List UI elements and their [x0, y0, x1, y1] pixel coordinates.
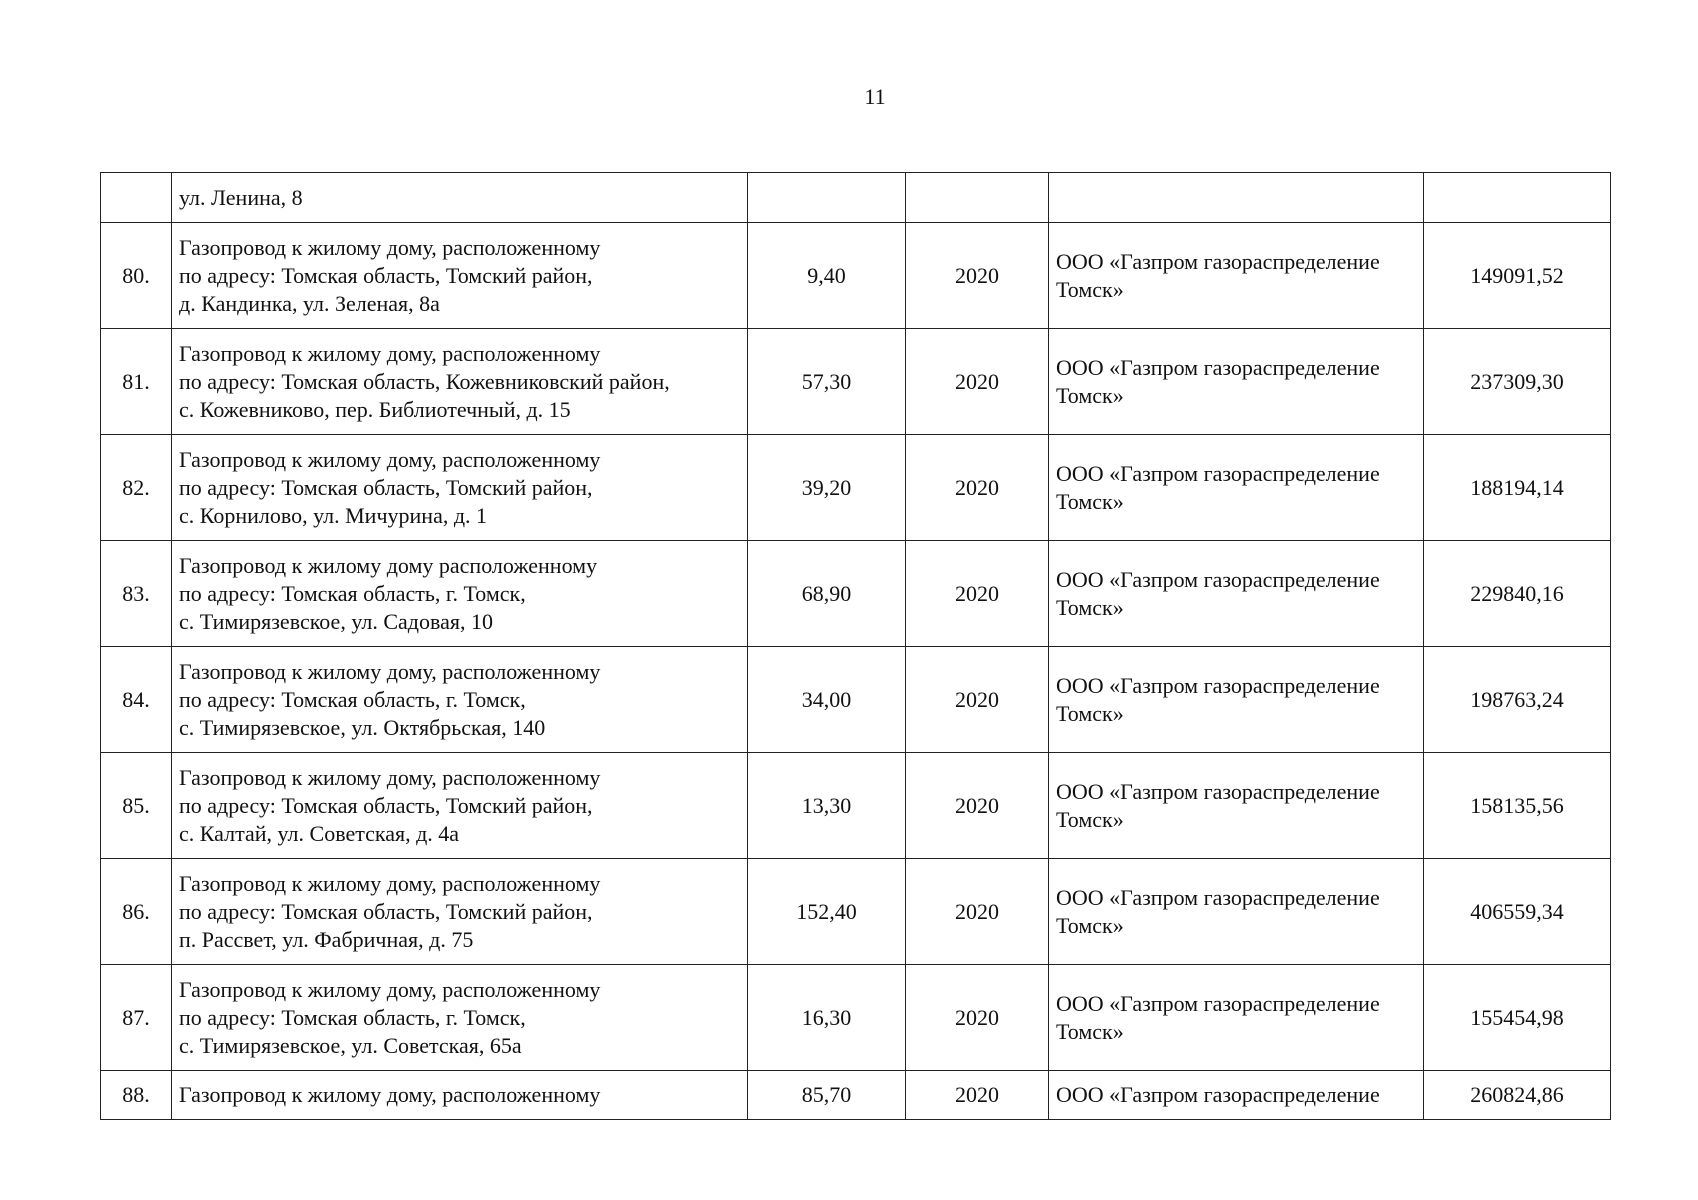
cost-cell: 155454,98: [1424, 965, 1611, 1071]
organization-line: Томск»: [1056, 700, 1124, 726]
object-name-line: Газопровод к жилому дому расположенному: [179, 552, 598, 578]
object-name-line: с. Калтай, ул. Советская, д. 4а: [179, 820, 460, 846]
year-cell: 2020: [906, 223, 1049, 329]
organization-cell: [1049, 965, 1424, 1071]
organization-line: Томск»: [1056, 806, 1124, 832]
row-number-cell: 80.: [101, 223, 172, 329]
length-cell: 34,00: [748, 647, 906, 753]
row-number-cell: 81.: [101, 329, 172, 435]
object-name-line: по адресу: Томская область, г. Томск,: [179, 1004, 526, 1030]
registry-table-body: [101, 173, 1611, 1120]
cost-cell: 188194,14: [1424, 435, 1611, 541]
object-name-line: Газопровод к жилому дому, расположенному: [179, 234, 601, 260]
length-cell: 16,30: [748, 965, 906, 1071]
year-cell: 2020: [906, 647, 1049, 753]
table-row: [101, 435, 1611, 541]
organization-cell: [1049, 753, 1424, 859]
object-name-line: Газопровод к жилому дому, расположенному: [179, 976, 601, 1002]
organization-line: ООО «Газпром газораспределение: [1056, 460, 1380, 486]
object-name-cell: [172, 435, 748, 541]
row-number-cell: 87.: [101, 965, 172, 1071]
object-name-line: Газопровод к жилому дому, расположенному: [179, 1082, 601, 1107]
row-number-cell: 84.: [101, 647, 172, 753]
organization-cell: [1049, 859, 1424, 965]
cost-cell: [1424, 173, 1611, 223]
object-name-cell: [172, 329, 748, 435]
cost-cell: 158135,56: [1424, 753, 1611, 859]
object-name-line: д. Кандинка, ул. Зеленая, 8а: [179, 290, 440, 316]
year-cell: 2020: [906, 541, 1049, 647]
object-name-cell: [172, 541, 748, 647]
object-name-line: по адресу: Томская область, Томский район,: [179, 792, 593, 818]
object-name-line: ул. Ленина, 8: [179, 184, 303, 210]
length-cell: 9,40: [748, 223, 906, 329]
object-name-line: с. Кожевниково, пер. Библиотечный, д. 15: [179, 396, 571, 422]
page-number: 11: [864, 84, 886, 109]
organization-line: ООО «Газпром газораспределение: [1056, 672, 1380, 698]
organization-line: ООО «Газпром газораспределение: [1056, 248, 1380, 274]
object-name-line: п. Рассвет, ул. Фабричная, д. 75: [179, 926, 474, 952]
object-name-cell: [172, 647, 748, 753]
year-cell: 2020: [906, 435, 1049, 541]
table-row: [101, 541, 1611, 647]
table-row: [101, 223, 1611, 329]
object-name-line: Газопровод к жилому дому, расположенному: [179, 340, 601, 366]
table-row: [101, 859, 1611, 965]
object-name-line: по адресу: Томская область, г. Томск,: [179, 686, 526, 712]
organization-line: ООО «Газпром газораспределение: [1056, 566, 1380, 592]
object-name-line: с. Тимирязевское, ул. Садовая, 10: [179, 608, 493, 634]
registry-table: [100, 172, 1611, 1120]
row-number-cell: 85.: [101, 753, 172, 859]
organization-line: Томск»: [1056, 594, 1124, 620]
object-name-line: по адресу: Томская область, г. Томск,: [179, 580, 526, 606]
length-cell: 13,30: [748, 753, 906, 859]
organization-line: Томск»: [1056, 488, 1124, 514]
length-cell: 68,90: [748, 541, 906, 647]
object-name-line: по адресу: Томская область, Томский район,: [179, 474, 593, 500]
table-row: [101, 1071, 1611, 1120]
cost-cell: 406559,34: [1424, 859, 1611, 965]
table-row: [101, 329, 1611, 435]
object-name-line: Газопровод к жилому дому, расположенному: [179, 870, 601, 896]
object-name-line: Газопровод к жилому дому, расположенному: [179, 446, 601, 472]
object-name-cell: [172, 173, 748, 223]
length-cell: 85,70: [748, 1071, 906, 1120]
cost-cell: 198763,24: [1424, 647, 1611, 753]
organization-line: ООО «Газпром газораспределение: [1056, 1082, 1380, 1107]
organization-cell: [1049, 173, 1424, 223]
object-name-line: по адресу: Томская область, Кожевниковский район,: [179, 368, 670, 394]
row-number-cell: 82.: [101, 435, 172, 541]
table-row: [101, 753, 1611, 859]
organization-cell: [1049, 1071, 1424, 1120]
object-name-line: по адресу: Томская область, Томский район,: [179, 898, 593, 924]
row-number-cell: 88.: [101, 1071, 172, 1120]
object-name-cell: [172, 223, 748, 329]
object-name-line: с. Тимирязевское, ул. Октябрьская, 140: [179, 714, 546, 740]
organization-cell: [1049, 329, 1424, 435]
length-cell: 152,40: [748, 859, 906, 965]
organization-cell: [1049, 541, 1424, 647]
row-number-cell: 83.: [101, 541, 172, 647]
length-cell: [748, 173, 906, 223]
table-row: [101, 965, 1611, 1071]
object-name-line: по адресу: Томская область, Томский район,: [179, 262, 593, 288]
organization-cell: [1049, 647, 1424, 753]
year-cell: 2020: [906, 329, 1049, 435]
organization-cell: [1049, 223, 1424, 329]
organization-line: ООО «Газпром газораспределение: [1056, 778, 1380, 804]
year-cell: [906, 173, 1049, 223]
object-name-line: с. Тимирязевское, ул. Советская, 65а: [179, 1032, 522, 1058]
organization-line: ООО «Газпром газораспределение: [1056, 884, 1380, 910]
organization-cell: [1049, 435, 1424, 541]
organization-line: ООО «Газпром газораспределение: [1056, 990, 1380, 1016]
object-name-cell: [172, 1071, 748, 1120]
organization-line: ООО «Газпром газораспределение: [1056, 354, 1380, 380]
year-cell: 2020: [906, 753, 1049, 859]
row-number-cell: [101, 173, 172, 223]
object-name-line: Газопровод к жилому дому, расположенному: [179, 658, 601, 684]
row-number-cell: 86.: [101, 859, 172, 965]
length-cell: 57,30: [748, 329, 906, 435]
object-name-cell: [172, 753, 748, 859]
cost-cell: 229840,16: [1424, 541, 1611, 647]
cost-cell: 260824,86: [1424, 1071, 1611, 1120]
organization-line: Томск»: [1056, 912, 1124, 938]
object-name-line: с. Корнилово, ул. Мичурина, д. 1: [179, 502, 488, 528]
year-cell: 2020: [906, 1071, 1049, 1120]
cost-cell: 149091,52: [1424, 223, 1611, 329]
organization-line: Томск»: [1056, 1018, 1124, 1044]
cost-cell: 237309,30: [1424, 329, 1611, 435]
table-row: [101, 173, 1611, 223]
table-row: [101, 647, 1611, 753]
object-name-line: Газопровод к жилому дому, расположенному: [179, 764, 601, 790]
organization-line: Томск»: [1056, 276, 1124, 302]
object-name-cell: [172, 965, 748, 1071]
organization-line: Томск»: [1056, 382, 1124, 408]
object-name-cell: [172, 859, 748, 965]
year-cell: 2020: [906, 965, 1049, 1071]
length-cell: 39,20: [748, 435, 906, 541]
year-cell: 2020: [906, 859, 1049, 965]
